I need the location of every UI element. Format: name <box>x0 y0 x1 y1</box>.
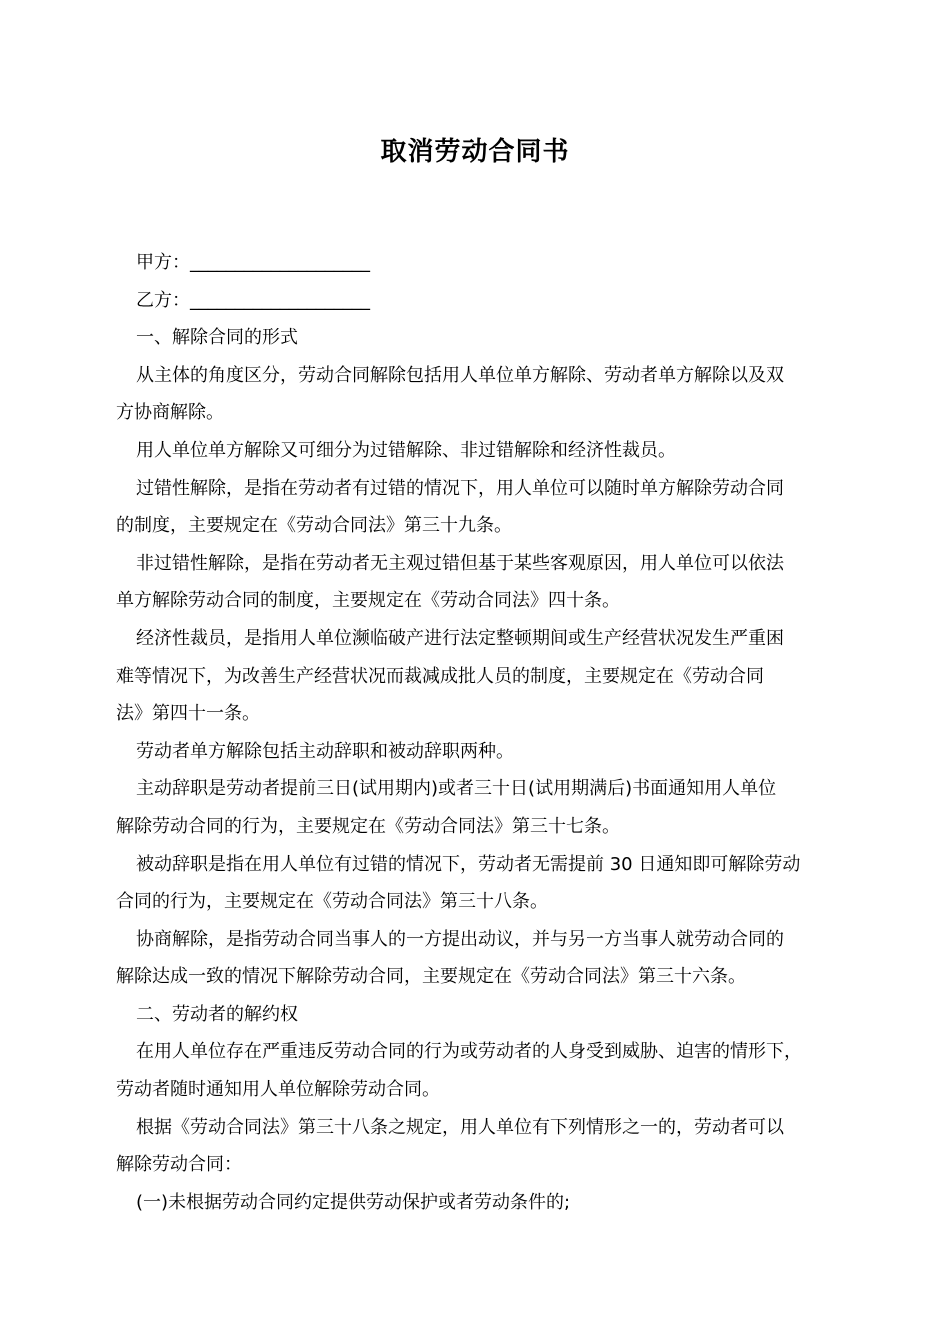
paragraph-line: 劳动者单方解除包括主动辞职和被动辞职两种。 <box>136 740 514 762</box>
paragraph-line: 方协商解除。 <box>116 402 224 424</box>
party-a-line: 甲方：____________________ <box>136 252 370 273</box>
paragraph-line: 经济性裁员，是指用人单位濒临破产进行法定整顿期间或生产经营状况发生严重困 <box>136 627 784 649</box>
paragraph-line: 协商解除，是指劳动合同当事人的一方提出动议，并与另一方当事人就劳动合同的 <box>136 928 784 950</box>
paragraph-line: 被动辞职是指在用人单位有过错的情况下，劳动者无需提前 30 日通知即可解除劳动 <box>136 853 801 875</box>
paragraph-line: 主动辞职是劳动者提前三日(试用期内)或者三十日(试用期满后)书面通知用人单位 <box>136 778 777 800</box>
section-heading-1: 一、解除合同的形式 <box>136 327 298 349</box>
paragraph-line: 用人单位单方解除又可细分为过错解除、非过错解除和经济性裁员。 <box>136 439 676 461</box>
paragraph-line: 从主体的角度区分，劳动合同解除包括用人单位单方解除、劳动者单方解除以及双 <box>136 364 784 386</box>
paragraph-line: 过错性解除，是指在劳动者有过错的情况下，用人单位可以随时单方解除劳动合同 <box>136 477 784 499</box>
document-body <box>116 244 836 1221</box>
paragraph-line: 非过错性解除，是指在劳动者无主观过错但基于某些客观原因，用人单位可以依法 <box>136 552 784 574</box>
paragraph-line: 难等情况下，为改善生产经营状况而裁减成批人员的制度，主要规定在《劳动合同 <box>116 665 764 687</box>
paragraph-line: 解除劳动合同： <box>116 1154 242 1176</box>
list-item: (一)未根据劳动合同约定提供劳动保护或者劳动条件的; <box>136 1191 571 1213</box>
document-title: 取消劳动合同书 <box>380 137 570 167</box>
paragraph-line: 单方解除劳动合同的制度，主要规定在《劳动合同法》四十条。 <box>116 590 620 612</box>
paragraph-line: 的制度，主要规定在《劳动合同法》第三十九条。 <box>116 515 512 537</box>
section-heading-2: 二、劳动者的解约权 <box>136 1003 298 1025</box>
paragraph-line: 在用人单位存在严重违反劳动合同的行为或劳动者的人身受到威胁、迫害的情形下， <box>136 1041 802 1063</box>
party-b-line: 乙方：____________________ <box>136 289 370 311</box>
paragraph-line: 劳动者随时通知用人单位解除劳动合同。 <box>116 1079 440 1101</box>
paragraph-line: 法》第四十一条。 <box>116 703 260 725</box>
paragraph-line: 解除劳动合同的行为，主要规定在《劳动合同法》第三十七条。 <box>116 815 620 837</box>
paragraph-line: 合同的行为，主要规定在《劳动合同法》第三十八条。 <box>116 891 548 913</box>
paragraph-line: 解除达成一致的情况下解除劳动合同，主要规定在《劳动合同法》第三十六条。 <box>116 966 746 988</box>
paragraph-line: 根据《劳动合同法》第三十八条之规定，用人单位有下列情形之一的，劳动者可以 <box>136 1116 784 1138</box>
